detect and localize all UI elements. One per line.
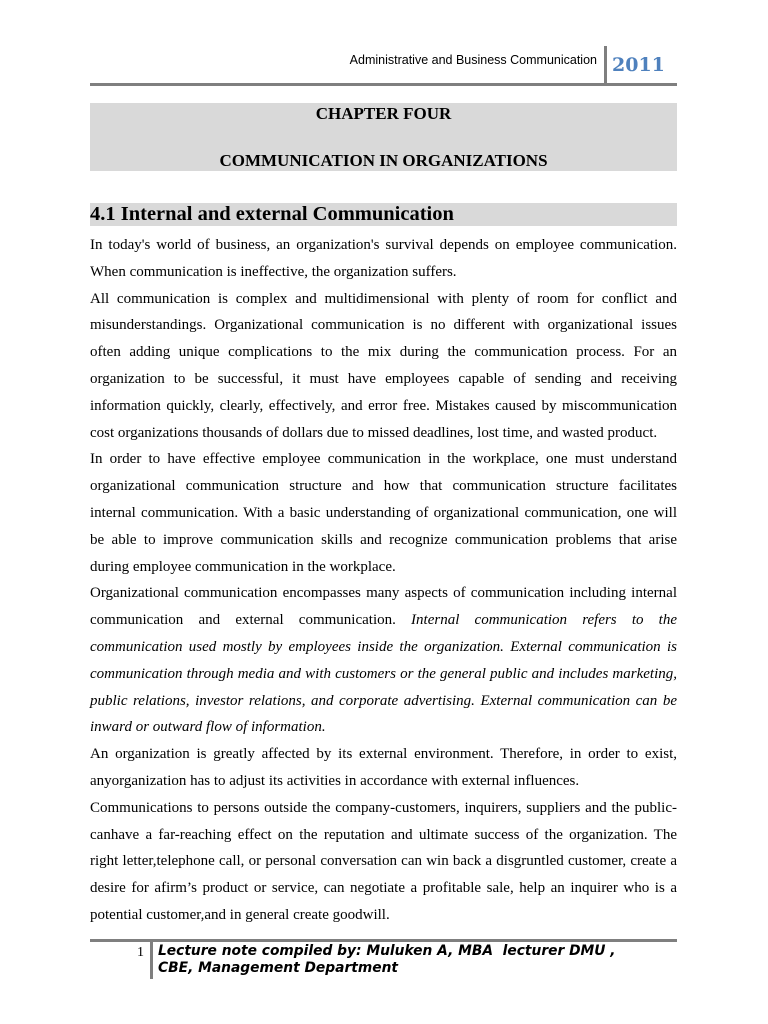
line-text: In today's world of business, an organization's survival depends on employee communication. bbox=[90, 237, 677, 253]
line-text: be able to improve communication skills and recognize communication problems that arise bbox=[90, 531, 677, 548]
text-line bbox=[90, 420, 677, 447]
text-line bbox=[90, 554, 677, 581]
section-heading: 4.1 Internal and external Communication bbox=[90, 203, 454, 225]
text-line bbox=[90, 339, 677, 366]
text-line bbox=[90, 902, 677, 929]
footer-line: Lecture note compiled by: Muluken A, MBA lecturer DMU , bbox=[158, 943, 616, 959]
line-text: right letter,telephone call, or personal conversation can win back a disgruntled customer, create a bbox=[90, 853, 677, 870]
text-line bbox=[90, 768, 677, 795]
line-text: Organizational communication encompasses many aspects of communication including internal bbox=[90, 585, 677, 602]
text-line bbox=[90, 500, 677, 527]
body-paragraph bbox=[90, 232, 677, 286]
line-text: potential customer,and in general create goodwill. bbox=[90, 906, 390, 923]
text-line bbox=[90, 473, 677, 500]
body-paragraph bbox=[90, 446, 677, 580]
line-text: during employee communication in the workplace. bbox=[90, 558, 396, 575]
text-line bbox=[90, 848, 677, 875]
italic-text: public relations, investor relations, and corporate advertising. External communication can be bbox=[90, 692, 677, 709]
line-text: internal communication. With a basic understanding of organizational communication, one will bbox=[90, 504, 677, 521]
chapter-label: CHAPTER FOUR bbox=[315, 104, 452, 123]
text-line bbox=[90, 580, 677, 607]
text-line bbox=[90, 688, 677, 715]
line-text: organization to be successful, it must have employees capable of sending and receiving bbox=[90, 370, 677, 387]
footer-rule bbox=[90, 939, 677, 942]
running-title: Administrative and Business Communication bbox=[349, 53, 597, 67]
line-text: canhave a far-reaching effect on the reputation and ultimate success of the organization. The bbox=[90, 826, 677, 843]
text-line bbox=[90, 286, 677, 313]
line-text: cost organizations thousands of dollars due to missed deadlines, lost time, and wasted product. bbox=[90, 424, 658, 441]
line-text: communication and external communication. bbox=[90, 612, 412, 629]
line-text: desire for afirm’s product or service, can negotiate a profitable sale, help an inquirer who is a bbox=[90, 880, 677, 897]
body-text bbox=[90, 232, 677, 929]
line-text: often adding unique complications to the mix during the communication process. For an bbox=[90, 344, 677, 361]
section-banner bbox=[90, 203, 677, 226]
line-text: Communications to persons outside the company-customers, inquirers, suppliers and the public- bbox=[90, 799, 677, 816]
body-paragraph bbox=[90, 741, 677, 795]
text-line bbox=[90, 232, 677, 259]
text-line bbox=[90, 527, 677, 554]
chapter-banner bbox=[90, 103, 677, 171]
line-text: All communication is complex and multidimensional with plenty of room for conflict and bbox=[90, 290, 677, 307]
line-text: anyorganization has to adjust its activities in accordance with external influences. bbox=[90, 772, 580, 789]
line-text: information quickly, clearly, effectively, and error free. Mistakes caused by miscommunication bbox=[90, 397, 677, 414]
italic-text: inward or outward flow of information. bbox=[90, 719, 326, 736]
text-line bbox=[90, 741, 677, 768]
line-text: When communication is ineffective, the organization suffers. bbox=[90, 263, 457, 280]
line-text: organizational communication structure and how that communication structure facilitates bbox=[90, 478, 677, 495]
italic-text: Internal communication refers to the bbox=[411, 612, 677, 629]
text-line bbox=[90, 875, 677, 902]
text-line bbox=[90, 259, 677, 286]
footer-note bbox=[158, 943, 616, 977]
chapter-title: COMMUNICATION IN ORGANIZATIONS bbox=[219, 151, 548, 170]
body-paragraph bbox=[90, 795, 677, 929]
text-line bbox=[90, 795, 677, 822]
body-paragraph bbox=[90, 286, 677, 447]
header-divider bbox=[604, 46, 607, 85]
text-line bbox=[90, 714, 677, 741]
line-text: An organization is greatly affected by its external environment. Therefore, in order to exist, bbox=[90, 746, 677, 763]
text-line bbox=[90, 822, 677, 849]
text-line bbox=[90, 366, 677, 393]
page-number: 1 bbox=[137, 945, 144, 960]
year: 2011 bbox=[612, 54, 665, 76]
line-text: misunderstandings. Organizational communication is no different with organizational issues bbox=[90, 317, 677, 334]
text-line bbox=[90, 393, 677, 420]
text-line bbox=[90, 661, 677, 688]
text-line bbox=[90, 607, 677, 634]
italic-text: communication used mostly by employees inside the organization. External communication is bbox=[90, 638, 677, 655]
body-paragraph bbox=[90, 580, 677, 741]
footer-line: CBE, Management Department bbox=[158, 960, 399, 976]
italic-text: communication through media and with customers or the general public and includes marketing, bbox=[90, 665, 677, 682]
text-line bbox=[90, 312, 677, 339]
line-text: In order to have effective employee communication in the workplace, one must understand bbox=[90, 451, 677, 468]
header-rule bbox=[90, 83, 677, 86]
text-line bbox=[90, 446, 677, 473]
footer-divider bbox=[150, 942, 153, 979]
text-line bbox=[90, 634, 677, 661]
